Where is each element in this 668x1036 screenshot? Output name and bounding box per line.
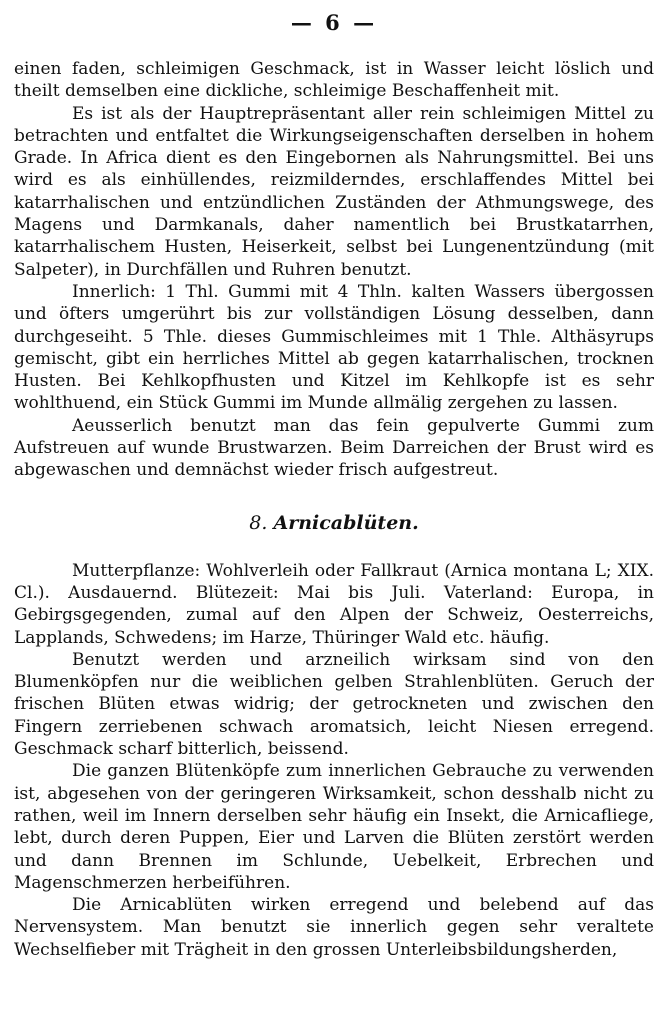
paragraph-continuation: einen faden, schleimigen Geschmack, ist in Wasser leicht löslich und theilt demselben eine dickliche, schleimige Beschaffenheit mit. xyxy=(14,59,654,102)
section-heading xyxy=(14,510,654,536)
book-page xyxy=(14,8,654,961)
paragraph-mother-plant: Mutterpflanze: Wohlverleih oder Fallkraut (Arnica montana L; XIX. Cl.). Ausdauernd. Blütezeit: Mai bis Juli. Vaterland: Europa, in Gebirgsgegenden, zumal auf den Alpen der Schweiz, Oesterreichs, Lapplands, Schwedens; im Harze, Thüringer Wald etc. häufig. xyxy=(14,560,654,648)
paragraph-description: Es ist als der Hauptrepräsentant aller rein schleimigen Mittel zu betrachten und entfaltet die Wirkungseigenschaften derselben in hohem Grade. In Africa dient es den Eingebornen als Nahrungsmittel. Bei uns wird es als einhüllendes, reizmilderndes, erschlaffendes Mittel bei katarrhalischen und entzündlichen Zuständen der Athmungswege, des Magens und Darmkanals, daher namentlich bei Brustkatarrhen, katarrhalischem Husten, Heiserkeit, selbst bei Lungenentzündung (mit Salpeter), in Durchfällen und Ruhren benutzt. xyxy=(14,103,654,280)
section-number: 8. xyxy=(249,511,268,534)
paragraph-used-parts: Benutzt werden und arzneilich wirksam sind von den Blumenköpfen nur die weiblichen gelben Strahlenblüten. Geruch der frischen Blüten etwas widrig; der getrockneten und zwischen den Fingern zerriebenen schwach aromatsich, leicht Niesen erregend. Geschmack scharf bitterlich, beissend. xyxy=(14,649,654,760)
paragraph-caution: Die ganzen Blütenköpfe zum innerlichen Gebrauche zu verwenden ist, abgesehen von der geringeren Wirksamkeit, schon desshalb nicht zu rathen, weil im Innern derselben sehr häufig ein Insekt, die Arnicafliege, lebt, durch deren Puppen, Eier und Larven die Blüten zerstört werden und dann Brennen im Schlunde, Uebelkeit, Erbrechen und Magenschmerzen herbeiführen. xyxy=(14,761,654,893)
paragraph-effects: Die Arnicablüten wirken erregend und belebend auf das Nervensystem. Man benutzt sie innerlich gegen sehr veraltete Wechselfieber mit Trägheit in den grossen Unterleibsbildungsherden, xyxy=(14,895,654,960)
page-number: — 6 — xyxy=(290,10,378,35)
paragraph-external-use: Aeusserlich benutzt man das fein gepulverte Gummi zum Aufstreuen auf wunde Brustwarzen. Beim Darreichen der Brust wird es abgewaschen und demnächst wieder frisch aufgestreut. xyxy=(14,415,654,481)
paragraph-internal-use: Innerlich: 1 Thl. Gummi mit 4 Thln. kalten Wassers übergossen und öfters umgerührt bis zur vollständigen Lösung desselben, dann durchgeseiht. 5 Thle. dieses Gummischleimes mit 1 Thle. Althäsyrups gemischt, gibt ein herrliches Mittel ab gegen katarrhalischen, trocknen Husten. Bei Kehlkopfhusten und Kitzel im Kehlkopfe ist es sehr wohlthuend, ein Stück Gummi im Munde allmälig zergehen zu lassen. xyxy=(14,281,654,414)
section-title: Arnicablüten. xyxy=(273,511,419,534)
